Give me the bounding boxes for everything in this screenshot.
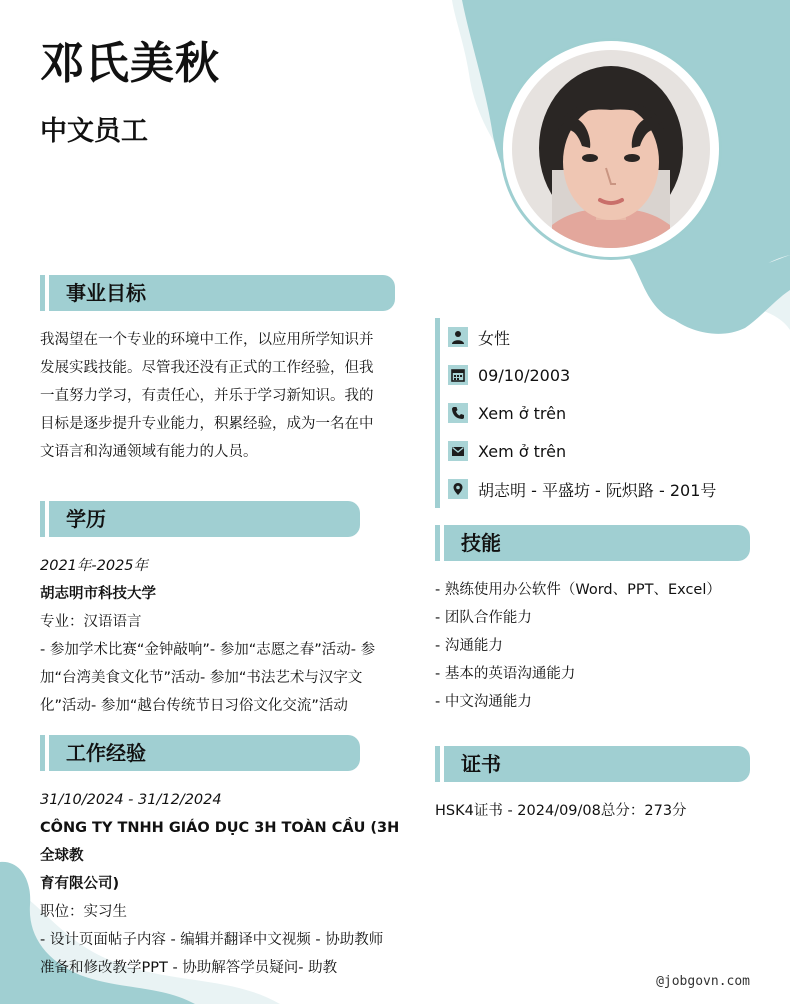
objective-line: 目标是逐步提升专业能力，积累经验，成为一名在中 (40, 416, 374, 432)
person-icon (448, 327, 468, 347)
profile-photo-frame (500, 38, 722, 260)
section-header-education (40, 501, 360, 537)
experience-company-line: CÔNG TY TNHH GIÁO DỤC 3H TOÀN CẦU (3H全球教 (40, 820, 400, 864)
objective-line: 文语言和沟通领域有能力的人员。 (40, 444, 258, 460)
experience-block (40, 786, 405, 982)
education-period: 2021年-2025年 (40, 558, 149, 574)
section-title-certificates: 证书 (461, 752, 501, 776)
objective-line: 一直努力学习，有责任心，并乐于学习新知识。我的 (40, 388, 374, 404)
info-email: Xem ở trên (478, 441, 567, 461)
education-school: 胡志明市科技大学 (40, 586, 156, 602)
info-row-birthdate (440, 356, 755, 394)
info-phone: Xem ở trên (478, 403, 567, 423)
skill-item: - 团队合作能力 (435, 610, 532, 626)
info-birthdate: 09/10/2003 (478, 365, 571, 385)
section-title-experience: 工作经验 (66, 741, 146, 765)
skill-item: - 中文沟通能力 (435, 694, 532, 710)
education-activity-line: 加“台湾美食文化节”活动- 参加“书法艺术与汉字文 (40, 670, 363, 686)
personal-info-list (435, 318, 755, 508)
education-block (40, 552, 400, 720)
education-major: 专业：汉语语言 (40, 614, 142, 630)
certificate-text: HSK4证书 - 2024/09/08总分：273分 (435, 803, 687, 819)
objective-text (40, 326, 400, 466)
section-title-skills: 技能 (461, 531, 501, 555)
candidate-name: 邓氏美秋 (40, 38, 220, 89)
profile-photo (512, 50, 710, 248)
education-activity-line: 化”活动- 参加“越台传统节日习俗文化交流”活动 (40, 698, 348, 714)
mail-icon (448, 441, 468, 461)
skill-item: - 沟通能力 (435, 638, 503, 654)
info-gender: 女性 (478, 328, 511, 348)
skill-item: - 熟练使用办公软件（Word、PPT、Excel） (435, 582, 721, 598)
objective-line: 我渴望在一个专业的环境中工作，以应用所学知识并 (40, 332, 374, 348)
calendar-icon (448, 365, 468, 385)
skill-item: - 基本的英语沟通能力 (435, 666, 576, 682)
section-header-objective (40, 275, 395, 311)
objective-line: 发展实践技能。尽管我还没有正式的工作经验，但我 (40, 360, 374, 376)
section-header-skills (435, 525, 750, 561)
education-activity-line: - 参加学术比赛“金钟敲响”- 参加“志愿之春”活动- 参 (40, 642, 376, 658)
info-address: 胡志明 - 平盛坊 - 阮炽路 - 201号 (478, 480, 717, 500)
experience-period: 31/10/2024 - 31/12/2024 (40, 792, 222, 808)
experience-company-line: 育有限公司) (40, 876, 120, 892)
job-title: 中文员工 (40, 116, 148, 147)
experience-duty-line: - 设计页面帖子内容 - 编辑并翻译中文视频 - 协助教师 (40, 932, 384, 948)
location-pin-icon (448, 479, 468, 499)
watermark: @jobgovn.com (656, 974, 750, 989)
section-header-experience (40, 735, 360, 771)
skills-list (435, 576, 721, 716)
info-row-email (440, 432, 755, 470)
experience-position: 职位：实习生 (40, 904, 127, 920)
experience-duty-line: 准备和修改教学PPT - 协助解答学员疑问- 助教 (40, 960, 338, 976)
info-row-address (440, 470, 755, 508)
section-header-certificates (435, 746, 750, 782)
section-title-objective: 事业目标 (66, 281, 146, 305)
info-row-phone (440, 394, 755, 432)
section-title-education: 学历 (66, 507, 106, 531)
info-row-gender (440, 318, 755, 356)
phone-icon (448, 403, 468, 423)
